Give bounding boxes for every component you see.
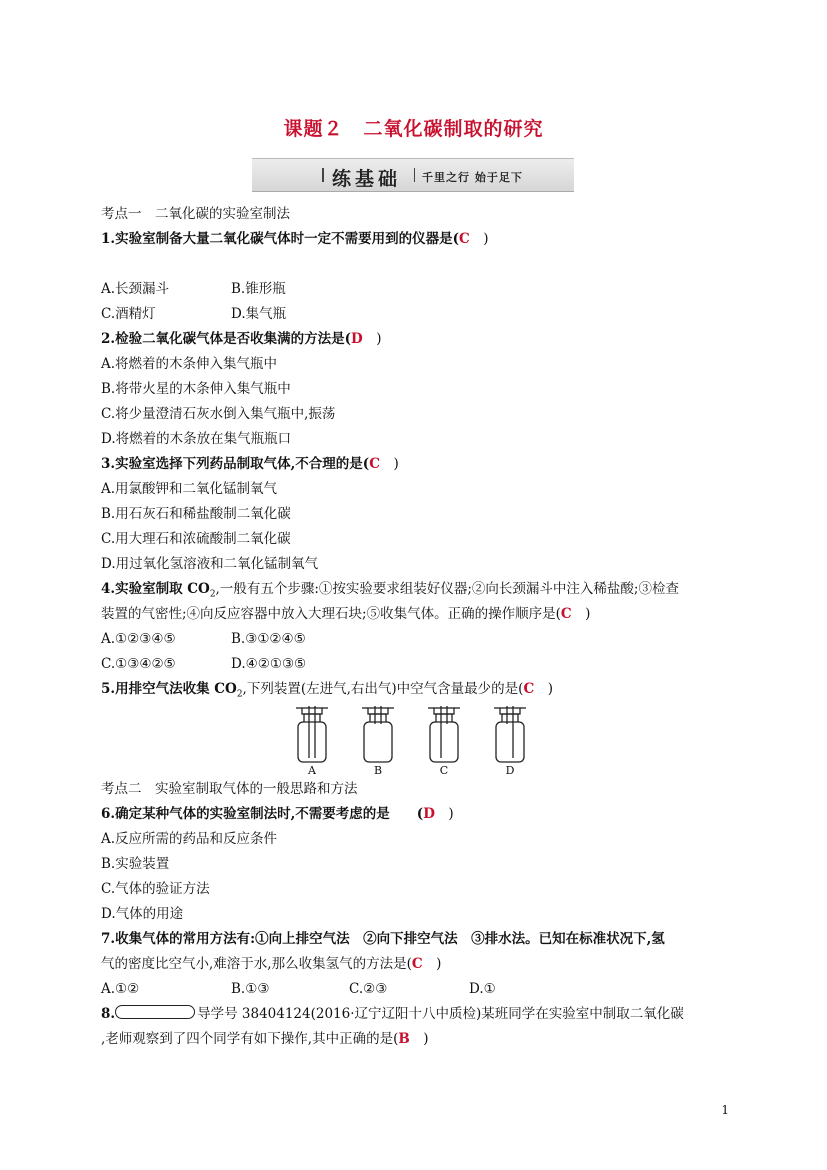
section-heading-2: 考点二 实验室制取气体的一般思路和方法 xyxy=(101,781,358,797)
option-d: D.气体的用途 xyxy=(101,906,184,922)
section-heading-1: 考点一 二氧化碳的实验室制法 xyxy=(101,206,290,222)
section-banner xyxy=(252,158,574,192)
option-c: C.用大理石和浓硫酸制二氧化碳 xyxy=(101,531,291,547)
answer-3: C xyxy=(369,456,380,472)
option-b: B.将带火星的木条伸入集气瓶中 xyxy=(101,381,291,397)
banner-main-text: 练基础 xyxy=(332,168,402,190)
banner-divider-icon xyxy=(414,168,415,182)
option-a: A.反应所需的药品和反应条件 xyxy=(101,831,278,847)
answer-4: C xyxy=(560,606,572,622)
answer-1: C xyxy=(458,231,470,247)
question-8-cont: ,老师观察到了四个同学有如下操作,其中正确的是(B ) xyxy=(101,1031,429,1047)
page-title: 课题２ 二氧化碳制取的研究 xyxy=(283,118,544,140)
question-6: 6.确定某种气体的实验室制法时,不需要考虑的是 (D ) xyxy=(101,806,454,822)
option-b: B.用石灰石和稀盐酸制二氧化碳 xyxy=(101,506,291,522)
question-5: 5.用排空气法收集 $CO_2$,下列装置(左进气,右出气)中空气含量最少的是(C ) xyxy=(101,681,553,700)
page-number: 1 xyxy=(721,1103,729,1117)
option-row: C.①③④②⑤ D.④②①③⑤ xyxy=(101,656,307,672)
option-a: A.用氯酸钾和二氧化锰制氧气 xyxy=(101,481,278,497)
question-4-cont: 装置的气密性;④向反应容器中放入大理石块;⑤收集气体。正确的操作顺序是(C ) xyxy=(101,606,591,622)
option-row: A.①② B.①③ C.②③ D.① xyxy=(101,981,496,997)
option-a: A.将燃着的木条伸入集气瓶中 xyxy=(101,356,278,372)
answer-7: C xyxy=(411,956,423,972)
option-row: A.①②③④⑤ B.③①②④⑤ xyxy=(101,631,306,647)
option-row: C.酒精灯 D.集气瓶 xyxy=(101,306,287,322)
option-row: A.长颈漏斗 B.锥形瓶 xyxy=(101,281,286,297)
answer-2: D xyxy=(350,331,363,347)
option-c: C.将少量澄清石灰水倒入集气瓶中,振荡 xyxy=(101,406,336,422)
gas-bottles-figure xyxy=(290,700,550,778)
option-d: D.用过氧化氢溶液和二氧化锰制氧气 xyxy=(101,556,319,572)
bottle-a-icon xyxy=(296,706,328,762)
question-1: 1.实验室制备大量二氧化碳气体时一定不需要用到的仪器是(C ) xyxy=(101,231,489,247)
banner-sub-text: 千里之行 始于足下 xyxy=(422,171,523,184)
bottle-c-icon xyxy=(428,706,460,762)
question-2: 2.检验二氧化碳气体是否收集满的方法是(D ) xyxy=(101,331,382,347)
banner-bar-icon xyxy=(322,168,324,182)
fig-label-b: B xyxy=(373,764,383,777)
bottle-b-icon xyxy=(362,706,394,762)
option-c: C.气体的验证方法 xyxy=(101,881,210,897)
answer-5: C xyxy=(523,681,535,697)
fig-label-a: A xyxy=(308,764,316,777)
option-d: D.将燃着的木条放在集气瓶瓶口 xyxy=(101,431,292,447)
question-3: 3.实验室选择下列药品制取气体,不合理的是(C ) xyxy=(101,456,399,472)
fig-label-c: C xyxy=(439,764,449,777)
bottle-d-icon xyxy=(494,706,526,762)
answer-6: D xyxy=(423,806,435,822)
answer-8: B xyxy=(398,1031,410,1047)
option-b: B.实验装置 xyxy=(101,856,170,872)
guide-badge-icon xyxy=(115,1005,195,1019)
question-4: 4.实验室制取 $CO_2$,一般有五个步骤:①按实验要求组装好仪器;②向长颈漏斗中注入稀盐酸;③检查 xyxy=(101,581,679,600)
question-8: 8. 导学号 38404124(2016·辽宁辽阳十八中质检)某班同学在实验室中制取二氧化碳 xyxy=(101,1006,684,1022)
fig-label-d: D xyxy=(505,764,515,777)
question-7: 7.收集气体的常用方法有:①向上排空气法 ②向下排空气法 ③排水法。已知在标准状况下,氢 xyxy=(101,931,665,947)
question-7-cont: 气的密度比空气小,难溶于水,那么收集氢气的方法是(C ) xyxy=(101,956,442,972)
